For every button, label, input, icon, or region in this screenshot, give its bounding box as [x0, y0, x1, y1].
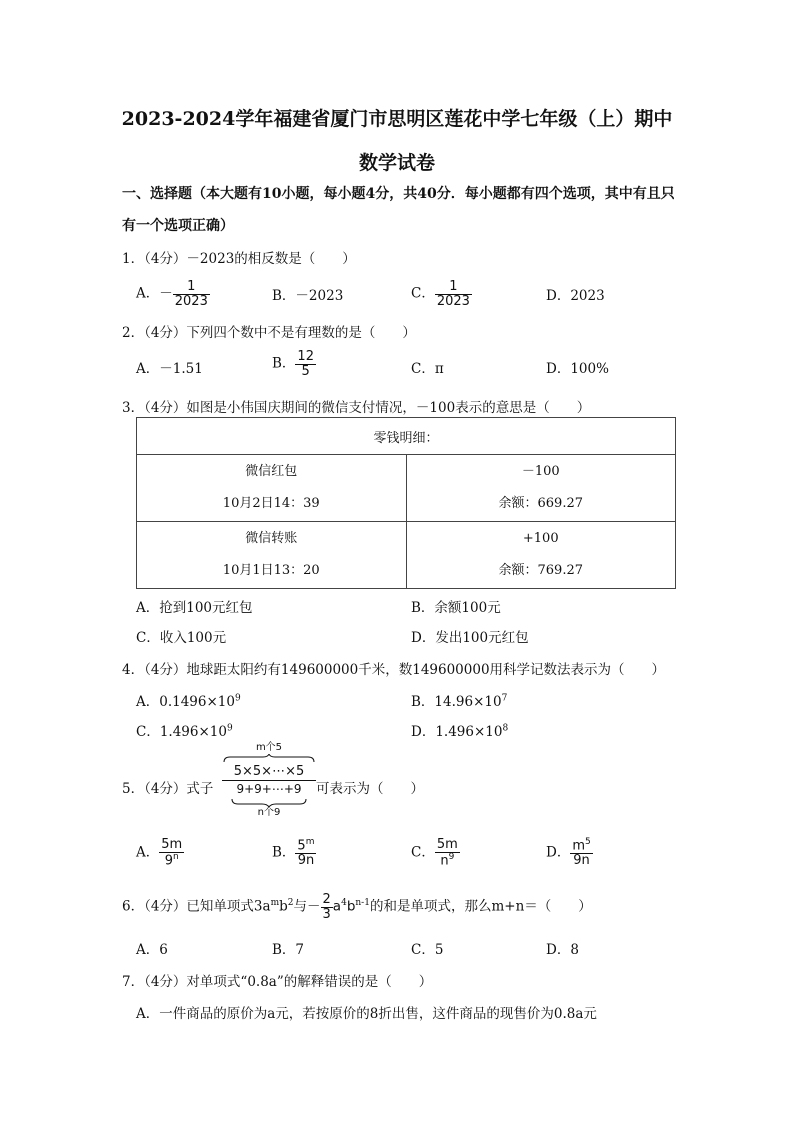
q3-option-b[interactable]: B．余额100元	[411, 600, 501, 616]
q5-numerator: 5×5×⋯×5	[222, 763, 316, 781]
q2-b-fraction: $\frac{12}{5}$	[297, 349, 314, 379]
q2-b-label: B．	[272, 355, 296, 372]
q5-c-fraction: $\frac{5m}{n^9}$	[436, 837, 458, 868]
q1-option-c[interactable]	[411, 280, 472, 308]
table-cell-hongbao	[137, 455, 407, 522]
q1-a-label: A．－	[136, 285, 173, 302]
q4-option-c[interactable]: C．$1.496\times 10^9$	[136, 723, 233, 740]
q4-option-d[interactable]: D．$1.496\times 10^8$	[411, 723, 509, 740]
q6-option-a[interactable]: A．6	[136, 942, 168, 958]
q1-c-fraction: $\frac{1}{2023}$	[436, 279, 470, 309]
q1-c-label: C．	[411, 285, 435, 302]
q3-option-a[interactable]: A．抢到100元红包	[136, 600, 253, 616]
q4-option-a[interactable]: A．$0.1496\times 10^9$	[136, 693, 241, 710]
cell-text: 10月1日13：20	[222, 563, 320, 578]
underbrace-icon	[222, 798, 316, 807]
q5-expression	[222, 742, 316, 819]
cell-text: 微信转账	[245, 531, 298, 546]
wechat-payment-table	[136, 417, 676, 589]
q6-fraction: $\frac{2}{3}$	[322, 892, 331, 922]
overbrace-icon	[222, 754, 316, 763]
q1-option-d[interactable]: D．2023	[546, 288, 605, 304]
cell-text: +100	[522, 531, 559, 546]
q5-option-b[interactable]: B． $\frac{5^m}{9n}$	[272, 837, 315, 868]
q1-option-b[interactable]: B．－2023	[272, 288, 344, 304]
q6-option-c[interactable]: C．5	[411, 942, 444, 958]
section-heading: 一、选择题（本大题有10小题，每小题4分，共40分．每小题都有四个选项，其中有且只有一个选项正确）	[122, 186, 675, 234]
question-6-stem: 6．（4分）已知单项式$3a^mb^2$与－ $\frac{2}{3}$ $a^4b^{n-1}$的和是单项式，那么m+n＝（ ）	[122, 892, 592, 922]
table-cell-amount-2	[406, 522, 676, 589]
cell-text: 余额：669.27	[498, 496, 583, 511]
q1-option-a[interactable]	[136, 280, 210, 308]
q2-option-d[interactable]: D．100%	[546, 361, 609, 377]
q5-option-d[interactable]: D． $\frac{m^5}{9n}$	[546, 837, 591, 868]
table-cell-amount-1	[406, 455, 676, 522]
q5-denominator: 9+9+⋯+9	[236, 782, 302, 796]
q5-b-fraction: $\frac{5^m}{9n}$	[297, 837, 315, 868]
q2-option-c[interactable]: C．π	[411, 361, 444, 377]
question-4-stem: 4．（4分）地球距太阳约有149600000千米，数149600000用科学记数法表示为（ ）	[122, 662, 666, 678]
table-cell-transfer	[137, 522, 407, 589]
cell-text: －100	[521, 464, 560, 479]
paper-title-line2: 数学试卷	[358, 152, 435, 174]
q4-option-b[interactable]: B．$14.96\times 10^7$	[411, 693, 508, 710]
table-header: 零钱明细：	[137, 418, 676, 455]
cell-text: 微信红包	[245, 464, 298, 479]
q5-top-count: m个5	[255, 742, 283, 753]
q6-option-d[interactable]: D．8	[546, 942, 579, 958]
q5-option-c[interactable]: C． $\frac{5m}{n^9}$	[411, 837, 458, 868]
q5-a-fraction: $\frac{5m}{9^n}$	[161, 837, 183, 868]
q6-option-b[interactable]: B．7	[272, 942, 305, 958]
cell-text: 10月2日14：39	[222, 496, 320, 511]
q2-option-a[interactable]: A．－1.51	[136, 361, 203, 377]
cell-text: 余额：769.27	[498, 563, 583, 578]
question-5-suffix: 可表示为（ ）	[316, 781, 424, 797]
question-1-stem: 1．（4分）－2023的相反数是（ ）	[122, 251, 356, 267]
q5-option-a[interactable]: A． $\frac{5m}{9^n}$	[136, 837, 183, 868]
q1-a-fraction: $\frac{1}{2023}$	[174, 279, 208, 309]
q5-d-fraction: $\frac{m^5}{9n}$	[572, 837, 591, 868]
q3-option-c[interactable]: C．收入100元	[136, 630, 227, 646]
paper-title-line1: 2023-2024学年福建省厦门市思明区莲花中学七年级（上）期中	[121, 108, 673, 130]
question-2-stem: 2．（4分）下列四个数中不是有理数的是（ ）	[122, 325, 416, 341]
question-3-stem: 3．（4分）如图是小伟国庆期间的微信支付情况，－100表示的意思是（ ）	[122, 400, 591, 416]
q7-option-a[interactable]: A．一件商品的原价为a元，若按原价的8折出售，这件商品的现售价为0.8a元	[136, 1006, 597, 1022]
q2-option-b[interactable]	[272, 350, 316, 378]
question-5-prefix: 5．（4分）式子	[122, 781, 214, 797]
q5-bottom-count: n个9	[257, 807, 281, 818]
question-7-stem: 7．（4分）对单项式“0.8a”的解释错误的是（ ）	[122, 974, 433, 990]
q3-option-d[interactable]: D．发出100元红包	[411, 630, 529, 646]
